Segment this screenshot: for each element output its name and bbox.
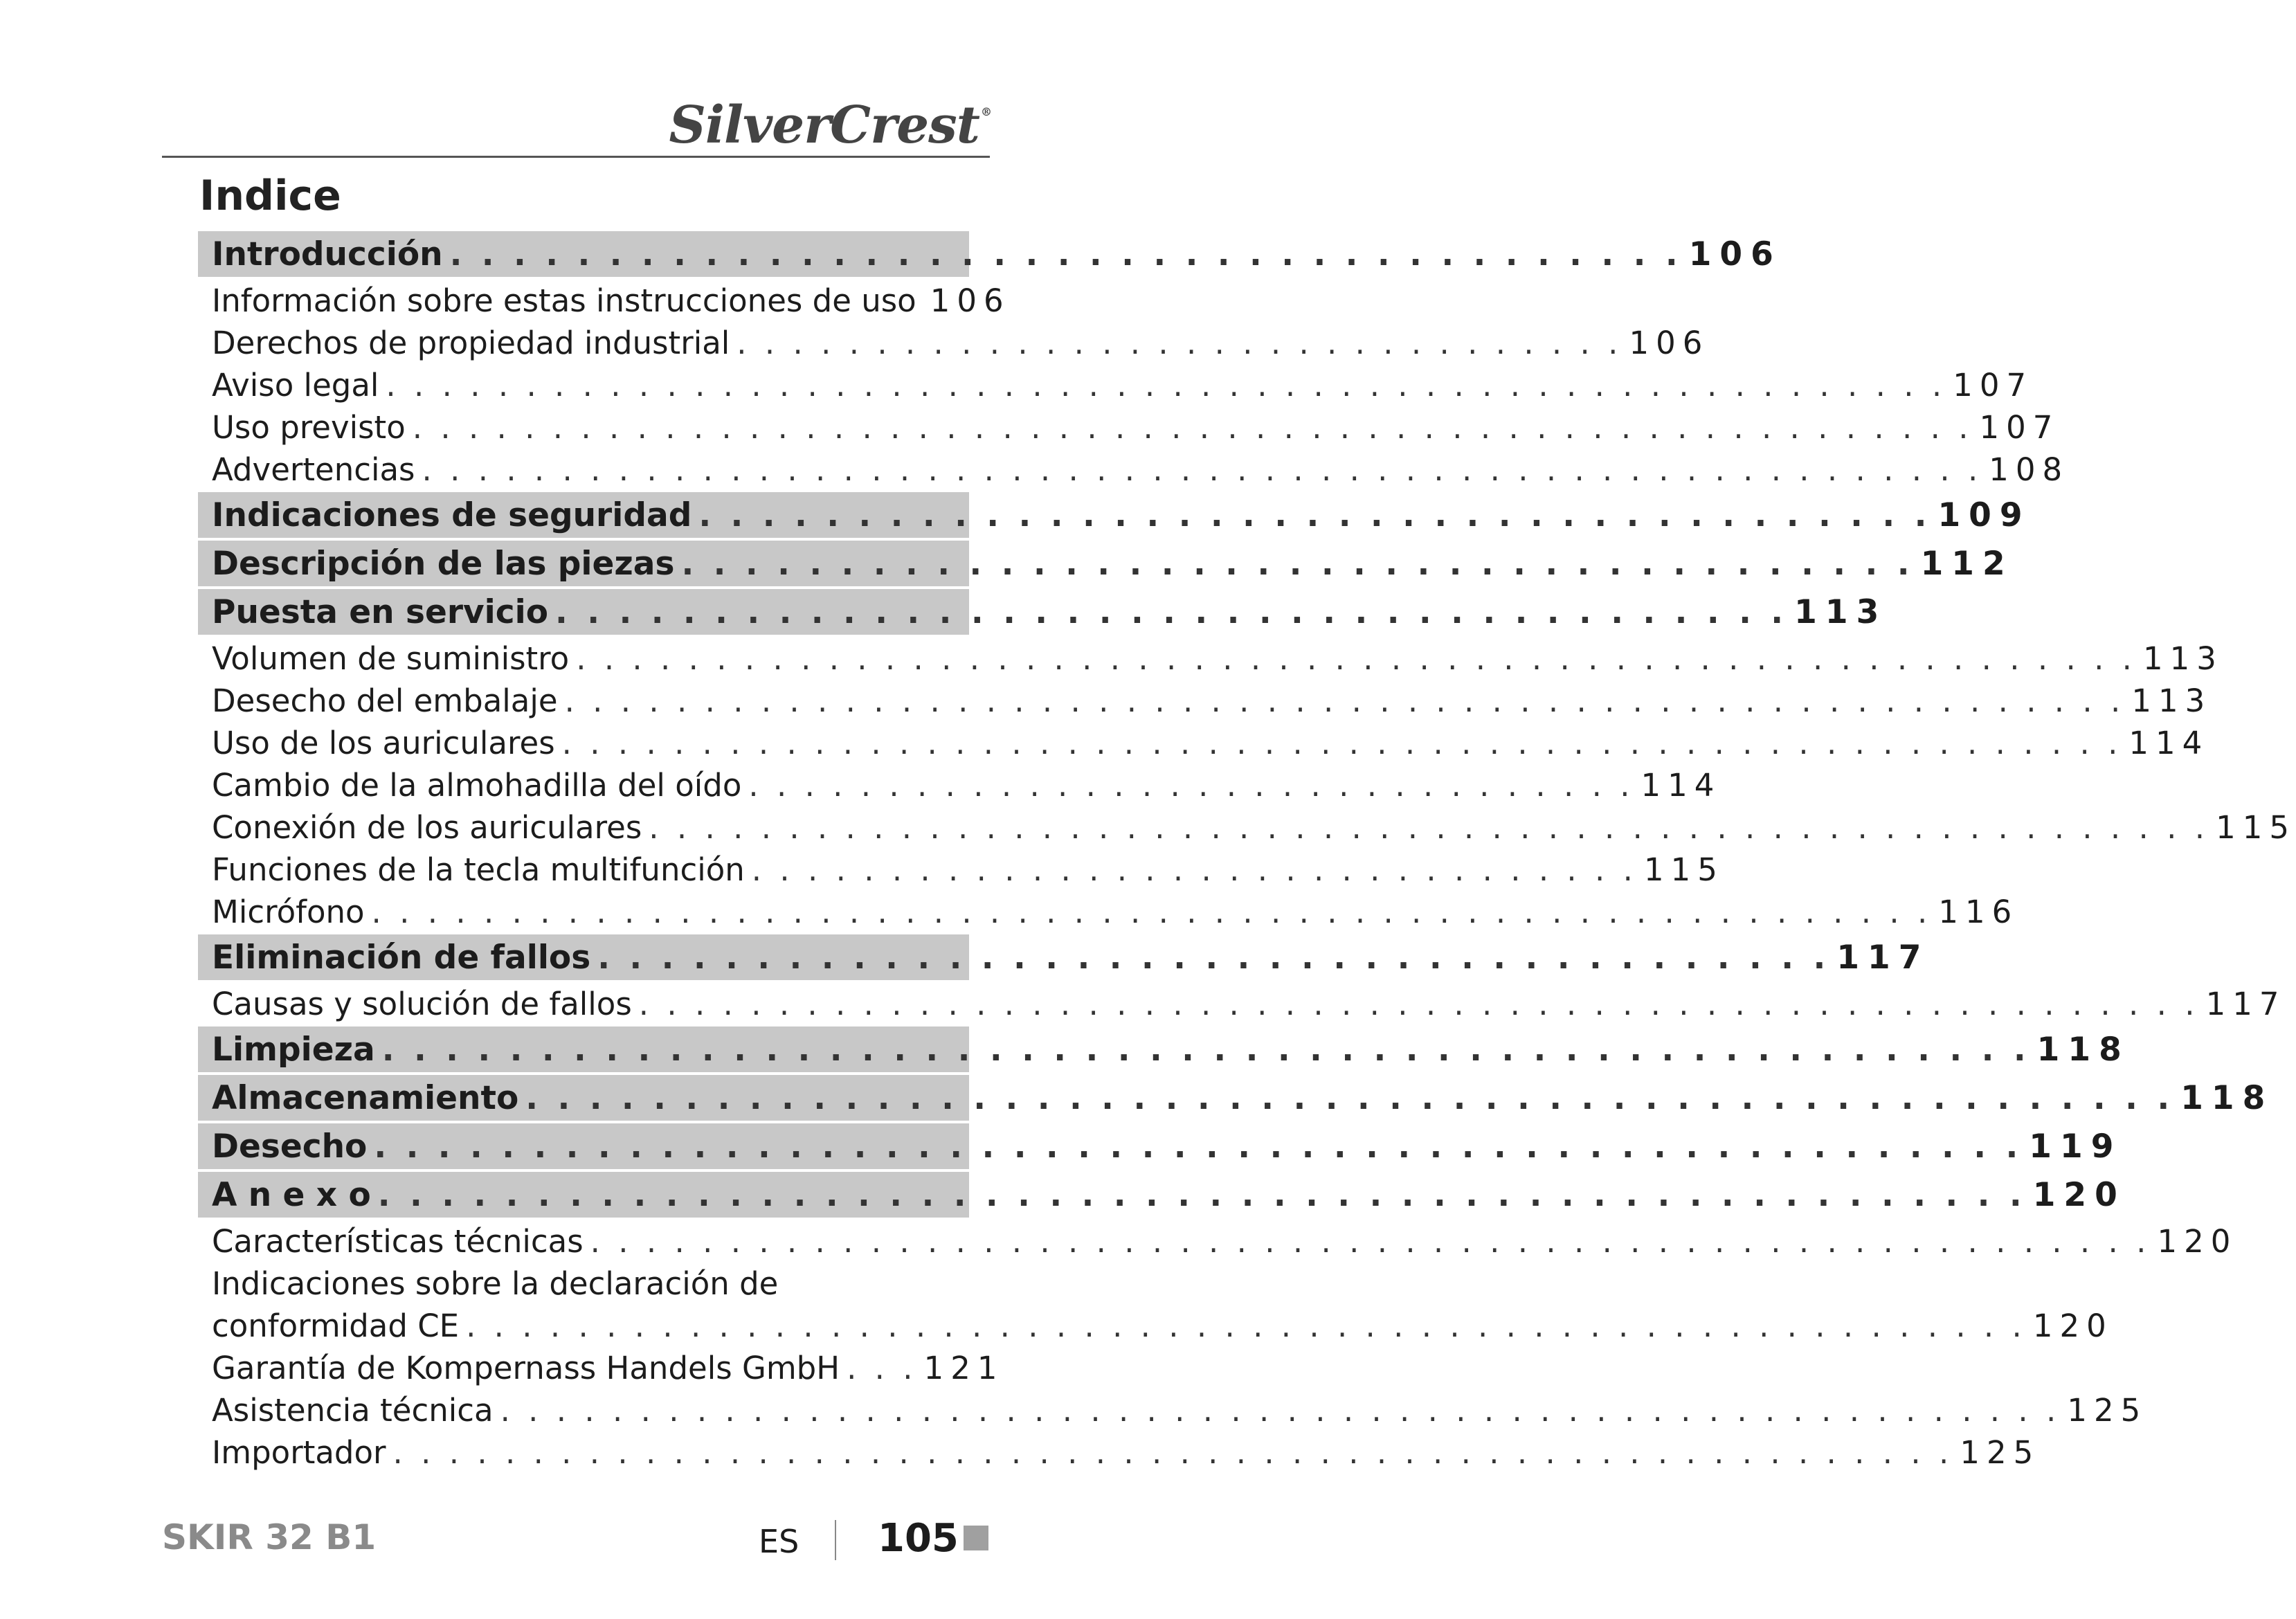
silvercrest-logo: SilverCrest ® bbox=[669, 96, 991, 155]
toc-entry-row bbox=[198, 1220, 2238, 1263]
toc-entry-label: Volumen de suministro bbox=[212, 640, 570, 677]
toc-leader-dots: . . . . . . . . . . . . . . . . . . . . . . . . . . . . . . . . . . . . . . . . . . . . . . . . . . . . . . . . bbox=[371, 894, 1932, 930]
toc-leader-dots: . . . . . . . . . . . . . . . . . . . . . . . . . . . . . . . . . . . . . . . . . . . . . . . . . . . . . . . . bbox=[564, 682, 2125, 719]
toc-section-row bbox=[198, 934, 1930, 980]
toc-entry-label: Funciones de la tecla multifunción bbox=[212, 851, 745, 888]
toc-entry-label: Causas y solución de fallos bbox=[212, 986, 632, 1022]
toc-entry-label: Advertencias bbox=[212, 451, 415, 488]
toc-entry-label: Micrófono bbox=[212, 894, 365, 930]
toc-leader-dots: . . . . . . . . . . . . . . . . . . . . . . . . . . . . . . . . . . . . . . . . . . . . . . . . . . . . bbox=[381, 1030, 2030, 1069]
toc-entry-label: Almacenamiento bbox=[212, 1078, 519, 1117]
toc-leader-dots: . . . . . . . . . . . . . . . . . . . . . . . . . . . . . . . . . . . . . . . bbox=[698, 496, 1931, 534]
toc-leader-dots: . . . . . . . . . . . . . . . . . . . . . . . . . . . . . . . . . . . . . . . . . . . . . . . . . . . . bbox=[525, 1078, 2174, 1117]
toc-section-row bbox=[198, 1123, 2122, 1169]
toc-leader-dots: . . . . . . . . . . . . . . . . . . . . . . . . . . . . . . . . . . . . . . . bbox=[555, 593, 1788, 631]
toc-leader-dots: . . . . . . . . . . . . . . . . . . . . . . . . . . . . . . . . . . . . . . . . . . . . . . . . . . . . . . . . bbox=[590, 1223, 2151, 1260]
header-rule bbox=[162, 156, 990, 158]
toc-entry-label: Indicaciones de seguridad bbox=[212, 496, 692, 534]
toc-page-number: 106 bbox=[1629, 325, 1710, 361]
toc-page-number: 115 bbox=[2216, 809, 2296, 846]
toc-leader-dots: . . . . . . . . . . . . . . . . . . . . . . . . . . . . . . . . . . . . . . . . . . . . . . . . . . . . . . . . bbox=[576, 640, 2136, 677]
toc-leader-dots: . . . . . . . . . . . . . . . . . . . . . . . . . . . . . . . . bbox=[748, 767, 1634, 804]
table-of-contents bbox=[198, 230, 2296, 1474]
toc-page-number: 120 bbox=[2032, 1308, 2113, 1344]
toc-leader-dots: . . . . . . . . . . . . . . . . . . . . . . . . . . . . . . . . . . . . . . . . . . . . . . . . . . . . . . . . bbox=[412, 409, 1973, 446]
toc-entry-label: Uso de los auriculares bbox=[212, 725, 555, 761]
toc-entry-label: Descripción de las piezas bbox=[212, 544, 675, 583]
toc-entry-label: Garantía de Kompernass Handels GmbH bbox=[212, 1350, 840, 1386]
toc-entry-label: conformidad CE bbox=[212, 1308, 460, 1344]
toc-leader-dots: . . . . . . . . . . . . . . . . . . . . . . . . . . . . . . . . . . . . . . . bbox=[681, 544, 1914, 583]
toc-leader-dots: . . . . . . . . . . . . . . . . . . . . . . . . . . . . . . . . bbox=[736, 325, 1622, 361]
toc-page-number: 112 bbox=[1920, 544, 2014, 583]
toc-entry-label: Aviso legal bbox=[212, 367, 379, 404]
toc-section-row bbox=[198, 589, 1888, 635]
footer-divider bbox=[835, 1520, 836, 1560]
toc-section-row bbox=[198, 1075, 2274, 1121]
toc-page-number: 125 bbox=[2067, 1392, 2148, 1429]
footer-page-number: 105 bbox=[878, 1516, 959, 1561]
toc-entry-row bbox=[198, 406, 2060, 449]
toc-section-row bbox=[198, 541, 2014, 586]
toc-entry-label: Eliminación de fallos bbox=[212, 938, 591, 977]
toc-entry-row bbox=[198, 364, 2034, 406]
toc-entry-label: Introducción bbox=[212, 235, 443, 273]
toc-section-row bbox=[198, 231, 1782, 277]
toc-entry-label: Uso previsto bbox=[212, 409, 406, 446]
toc-page-number: 113 bbox=[2131, 682, 2212, 719]
toc-entry-row bbox=[198, 1431, 2041, 1474]
toc-page-number: 119 bbox=[2029, 1127, 2122, 1166]
toc-section-row bbox=[198, 1172, 2126, 1218]
toc-page-number: 107 bbox=[1953, 367, 2034, 404]
toc-entry-label: Asistencia técnica bbox=[212, 1392, 494, 1429]
footer-language-code: ES bbox=[759, 1523, 799, 1560]
toc-leader-dots: . . . . . . . . . . . . . . . . . . . . . . . . . . . . . . . . . . . . . . . . . . . . . . . . . . . . . . . . bbox=[638, 986, 2199, 1022]
toc-leader-dots: . . . . . . . . . . . . . . . . . . . . . . . . . . . . . . . . . . . . . . . . . . . . . . . . . . . . bbox=[374, 1127, 2023, 1166]
toc-entry-row bbox=[198, 849, 1724, 891]
toc-entry-label: Importador bbox=[212, 1434, 386, 1471]
toc-leader-dots: . . . . . . . . . . . . . . . . . . . . . . . . . . . . . . . . . . . . . . . bbox=[449, 235, 1682, 273]
toc-entry-label: Información sobre estas instrucciones de uso bbox=[212, 282, 916, 319]
toc-page-number: 116 bbox=[1938, 894, 2019, 930]
toc-page-number: 113 bbox=[1794, 593, 1888, 631]
toc-entry-label: Puesta en servicio bbox=[212, 593, 549, 631]
toc-entry-row bbox=[198, 322, 1710, 364]
toc-leader-dots: . . . . . . . . . . . . . . . . . . . . . . . . . . . . . . . . . . . . . . . . . . . . . . . . . . . . . . . . bbox=[422, 451, 1982, 488]
toc-section-row bbox=[198, 1026, 2130, 1072]
toc-page-number: 115 bbox=[1643, 851, 1724, 888]
toc-page-number: 121 bbox=[923, 1350, 1004, 1386]
toc-page-number: 114 bbox=[1640, 767, 1721, 804]
footer-model-number: SKIR 32 B1 bbox=[162, 1517, 377, 1557]
toc-page-number: 120 bbox=[2157, 1223, 2238, 1260]
toc-leader-dots: . . . . . . . . . . . . . . . . . . . . . . . . . . . . . . . . . . . . . . . . . . . . . . . . . . . . . . . . bbox=[386, 367, 1946, 404]
toc-leader-dots: . . . . . . . . . . . . . . . . . . . . . . . . . . . . . . . . bbox=[751, 851, 1637, 888]
toc-entry-label: Derechos de propiedad industrial bbox=[212, 325, 730, 361]
toc-section-row bbox=[198, 492, 2031, 538]
toc-page-number: 106 bbox=[930, 282, 1011, 319]
toc-page-number: 114 bbox=[2128, 725, 2209, 761]
toc-page-number: 108 bbox=[1989, 451, 2070, 488]
toc-entry-row bbox=[198, 983, 2286, 1025]
toc-entry-row bbox=[198, 1389, 2148, 1431]
toc-page-number: 107 bbox=[1979, 409, 2060, 446]
toc-page-number: 120 bbox=[2032, 1175, 2126, 1214]
toc-entry-row bbox=[198, 1263, 969, 1305]
toc-entry-label: Desecho bbox=[212, 1127, 368, 1166]
toc-page-number: 117 bbox=[1836, 938, 1930, 977]
toc-leader-dots: . . . . . . . . . . . . . . . . . . . . . . . . . . . . . . . . . . . . . . . . . . . . . . . . . . . . bbox=[377, 1175, 2026, 1214]
toc-entry-row bbox=[198, 891, 2019, 933]
toc-leader-dots: . . . . . . . . . . . . . . . . . . . . . . . . . . . . . . . . . . . . . . . . . . . . . . . . . . . . . . . . bbox=[649, 809, 2209, 846]
toc-entry-row bbox=[198, 680, 2212, 722]
toc-entry-row bbox=[198, 449, 2070, 491]
toc-entry-label: A n e x o bbox=[212, 1175, 371, 1214]
footer-square-marker bbox=[964, 1526, 988, 1550]
toc-entry-label: Limpieza bbox=[212, 1030, 375, 1069]
toc-leader-dots: . . . . . . . . . . . . . . . . . . . . . . . . . . . . . . . . . . . . . . . . . . . . . . . . . . . . . . . . bbox=[500, 1392, 2061, 1429]
toc-entry-row bbox=[198, 1347, 1004, 1389]
toc-entry-label: Conexión de los auriculares bbox=[212, 809, 642, 846]
toc-page-number: 118 bbox=[2036, 1030, 2130, 1069]
toc-entry-label: Indicaciones sobre la declaración de bbox=[212, 1265, 779, 1302]
toc-entry-row bbox=[198, 1305, 2113, 1347]
toc-entry-row bbox=[198, 764, 1721, 806]
toc-page-number: 117 bbox=[2205, 986, 2286, 1022]
toc-entry-row bbox=[198, 637, 2223, 680]
toc-entry-row bbox=[198, 280, 1011, 322]
toc-page-number: 109 bbox=[1937, 496, 2031, 534]
toc-leader-dots: . . . . . . . . . . . . . . . . . . . . . . . . . . . . . . . . . . . . . . . bbox=[597, 938, 1830, 977]
toc-entry-row bbox=[198, 722, 2209, 764]
toc-page-number: 125 bbox=[1960, 1434, 2041, 1471]
toc-page-number: 118 bbox=[2180, 1078, 2274, 1117]
toc-entry-label: Características técnicas bbox=[212, 1223, 584, 1260]
toc-entry-label: Cambio de la almohadilla del oído bbox=[212, 767, 742, 804]
toc-leader-dots: . . . bbox=[847, 1350, 917, 1386]
toc-leader-dots: . . . . . . . . . . . . . . . . . . . . . . . . . . . . . . . . . . . . . . . . . . . . . . . . . . . . . . . . bbox=[466, 1308, 2026, 1344]
toc-page-number: 106 bbox=[1688, 235, 1782, 273]
toc-entry-row bbox=[198, 806, 2296, 849]
page-title: Indice bbox=[199, 172, 341, 220]
toc-leader-dots: . . . . . . . . . . . . . . . . . . . . . . . . . . . . . . . . . . . . . . . . . . . . . . . . . . . . . . . . bbox=[561, 725, 2122, 761]
toc-leader-dots: . . . . . . . . . . . . . . . . . . . . . . . . . . . . . . . . . . . . . . . . . . . . . . . . . . . . . . . . bbox=[392, 1434, 1953, 1471]
toc-page-number: 113 bbox=[2143, 640, 2223, 677]
toc-entry-label: Desecho del embalaje bbox=[212, 682, 558, 719]
